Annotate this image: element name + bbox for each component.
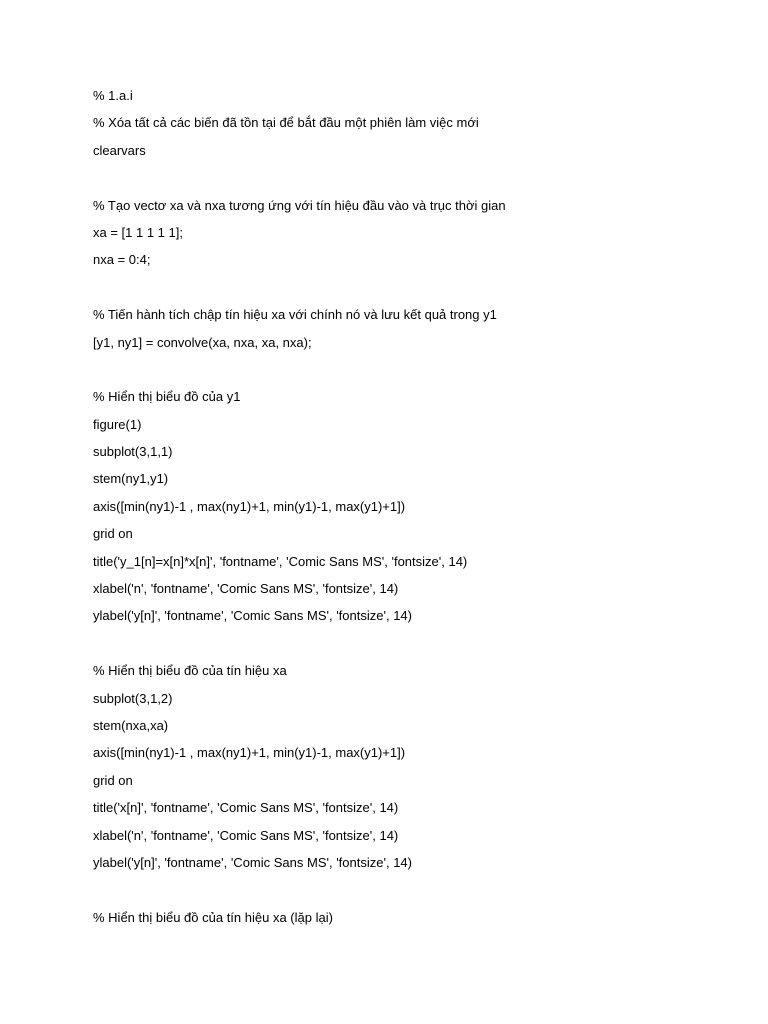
code-line: nxa = 0:4; [93, 252, 151, 268]
code-line: grid on [93, 772, 133, 788]
comment-line: % Hiển thị biểu đồ của tín hiệu xa [93, 663, 287, 679]
code-line: ylabel('y[n]', 'fontname', 'Comic Sans MS', 'fontsize', 14) [93, 608, 412, 624]
comment-line: % 1.a.i [93, 88, 133, 103]
code-line: ylabel('y[n]', 'fontname', 'Comic Sans MS', 'fontsize', 14) [93, 854, 412, 870]
code-line: figure(1) [93, 416, 142, 432]
code-line: clearvars [93, 142, 146, 158]
code-line: grid on [93, 526, 133, 542]
code-line: subplot(3,1,1) [93, 444, 173, 460]
comment-line: % Hiển thị biểu đồ của y1 [93, 389, 241, 405]
code-line: axis([min(ny1)-1 , max(ny1)+1, min(y1)-1, max(y1)+1]) [93, 745, 406, 761]
code-line: axis([min(ny1)-1 , max(ny1)+1, min(y1)-1, max(y1)+1]) [93, 498, 406, 514]
code-line: title('x[n]', 'fontname', 'Comic Sans MS', 'fontsize', 14) [93, 800, 399, 816]
blank-line [93, 876, 733, 903]
comment-line: % Xóa tất cả các biến đã tồn tại để bắt đầu một phiên làm việc mới [93, 115, 479, 131]
code-line: xa = [1 1 1 1 1]; [93, 224, 183, 240]
blank-line [93, 164, 733, 191]
blank-line [93, 274, 733, 301]
code-line: stem(ny1,y1) [93, 471, 169, 487]
comment-line: % Tiến hành tích chập tín hiệu xa với chính nó và lưu kết quả trong y1 [93, 307, 497, 323]
blank-line [93, 356, 733, 383]
code-line: xlabel('n', 'fontname', 'Comic Sans MS', 'fontsize', 14) [93, 581, 399, 597]
comment-line: % Hiển thị biểu đồ của tín hiệu xa (lặp lại) [93, 909, 333, 925]
code-line: [y1, ny1] = convolve(xa, nxa, xa, nxa); [93, 334, 312, 350]
document-body [93, 82, 733, 931]
code-line: xlabel('n', 'fontname', 'Comic Sans MS', 'fontsize', 14) [93, 827, 399, 843]
code-line: stem(nxa,xa) [93, 717, 169, 733]
code-line: title('y_1[n]=x[n]*x[n]', 'fontname', 'Comic Sans MS', 'fontsize', 14) [93, 553, 468, 569]
comment-line: % Tạo vectơ xa và nxa tương ứng với tín hiệu đầu vào và trục thời gian [93, 197, 506, 213]
code-line: subplot(3,1,2) [93, 690, 173, 706]
blank-line [93, 630, 733, 657]
